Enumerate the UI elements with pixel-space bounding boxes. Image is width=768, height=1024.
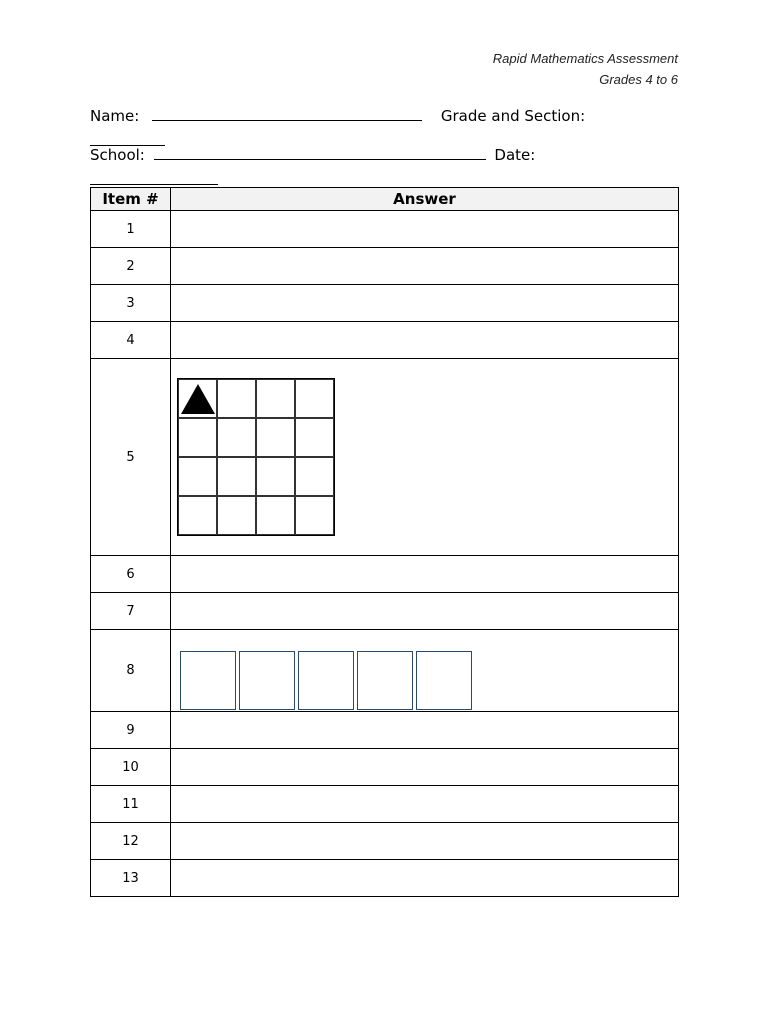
grid-cell[interactable] <box>256 457 295 496</box>
table-row <box>91 860 679 897</box>
grid-cell[interactable] <box>256 496 295 535</box>
assessment-grades: Grades 4 to 6 <box>599 72 678 87</box>
grid-cell[interactable] <box>178 496 217 535</box>
grid-cell[interactable] <box>217 379 256 418</box>
grid-cell[interactable] <box>256 379 295 418</box>
table-row <box>91 786 679 823</box>
table-row <box>91 630 679 712</box>
date-field[interactable] <box>90 184 218 185</box>
grid-cell[interactable] <box>295 496 334 535</box>
table-row <box>91 322 679 359</box>
answer-cell[interactable] <box>171 359 679 556</box>
item-number: 13 <box>91 860 171 897</box>
answer-cell[interactable] <box>171 556 679 593</box>
school-field[interactable] <box>154 159 486 160</box>
table-row <box>91 556 679 593</box>
answer-cell[interactable] <box>171 593 679 630</box>
grid-cell[interactable] <box>217 496 256 535</box>
answer-cell[interactable] <box>171 823 679 860</box>
school-label: School: <box>90 146 145 164</box>
item-number: 11 <box>91 786 171 823</box>
answer-box[interactable] <box>239 651 295 710</box>
answer-table <box>90 187 679 897</box>
item-number: 7 <box>91 593 171 630</box>
school-line <box>90 146 535 164</box>
item-number-header: Item # <box>91 188 171 211</box>
item-number: 3 <box>91 285 171 322</box>
table-row <box>91 823 679 860</box>
name-field[interactable] <box>152 120 422 121</box>
name-line <box>90 107 585 125</box>
table-row <box>91 359 679 556</box>
grid-cell[interactable] <box>178 457 217 496</box>
item-number: 1 <box>91 211 171 248</box>
item-number: 4 <box>91 322 171 359</box>
assessment-header <box>493 48 678 90</box>
answer-cell[interactable] <box>171 749 679 786</box>
answer-box[interactable] <box>298 651 354 710</box>
grid-cell[interactable] <box>178 418 217 457</box>
date-label: Date: <box>494 146 536 164</box>
assessment-title: Rapid Mathematics Assessment <box>492 51 678 66</box>
name-label: Name: <box>90 107 140 125</box>
answer-cell[interactable] <box>171 860 679 897</box>
answer-header: Answer <box>171 188 679 211</box>
answer-cell[interactable] <box>171 285 679 322</box>
answer-cell[interactable] <box>171 322 679 359</box>
answer-box[interactable] <box>180 651 236 710</box>
answer-cell[interactable] <box>171 630 679 712</box>
grid-cell[interactable] <box>256 418 295 457</box>
table-row <box>91 593 679 630</box>
item-number: 2 <box>91 248 171 285</box>
table-row <box>91 248 679 285</box>
table-row <box>91 211 679 248</box>
answer-cell[interactable] <box>171 211 679 248</box>
item8-boxes <box>180 651 678 710</box>
answer-box[interactable] <box>357 651 413 710</box>
grid-cell[interactable] <box>217 457 256 496</box>
answer-cell[interactable] <box>171 712 679 749</box>
triangle-icon <box>181 384 215 414</box>
answer-cell[interactable] <box>171 248 679 285</box>
table-row <box>91 712 679 749</box>
grid-cell[interactable] <box>295 457 334 496</box>
grade-section-label: Grade and Section: <box>440 107 586 125</box>
item-number: 6 <box>91 556 171 593</box>
item-number: 10 <box>91 749 171 786</box>
answer-box[interactable] <box>416 651 472 710</box>
answer-cell[interactable] <box>171 786 679 823</box>
item-number: 12 <box>91 823 171 860</box>
table-header-row <box>91 188 679 211</box>
item-number: 8 <box>91 630 171 712</box>
item-number: 5 <box>91 359 171 556</box>
grid-cell[interactable] <box>295 418 334 457</box>
grid-cell[interactable] <box>295 379 334 418</box>
grid-cell[interactable] <box>178 379 217 418</box>
table-row <box>91 749 679 786</box>
item-number: 9 <box>91 712 171 749</box>
table-row <box>91 285 679 322</box>
grid-cell[interactable] <box>217 418 256 457</box>
item5-grid[interactable] <box>177 378 335 536</box>
